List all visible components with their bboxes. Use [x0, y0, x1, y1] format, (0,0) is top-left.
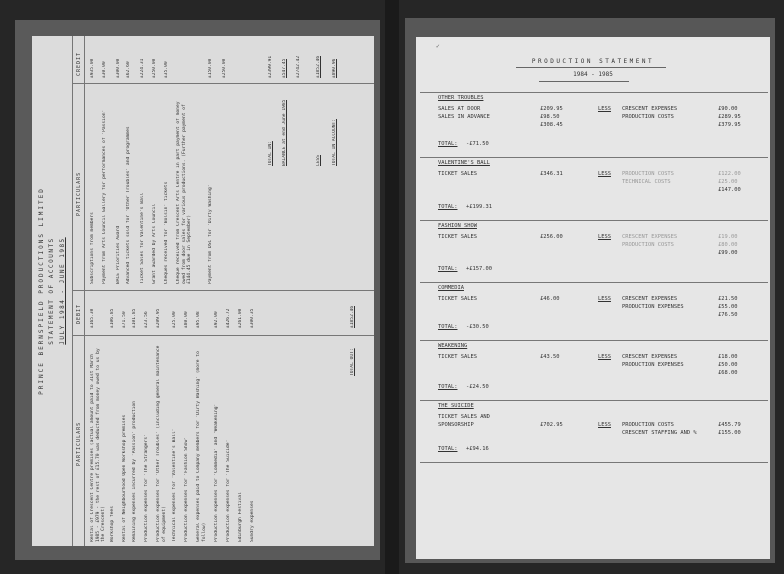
title-rule — [516, 67, 666, 68]
section-heading: VALENTINE'S BALL — [438, 160, 490, 166]
credit-row — [90, 36, 102, 546]
income-label: SPONSORSHIP — [438, 422, 474, 428]
income-label: TICKET SALES — [438, 171, 477, 177]
balance-label: BALANCE at end June 1985 — [282, 99, 287, 166]
less-marker: LESS — [598, 354, 611, 360]
income-label: SALES IN ADVANCE — [438, 114, 490, 120]
income-amount: £209.95 — [540, 106, 563, 112]
section-total-value: +£157.00 — [466, 266, 492, 272]
production-statement-page — [416, 37, 770, 559]
credit-check-amount: £2742.42 — [296, 55, 301, 78]
account-label: TOTAL IN ACCOUNT: — [332, 118, 337, 166]
expense-amount: £21.50 — [718, 296, 738, 302]
less-marker: LESS — [598, 171, 611, 177]
debit-row-text: Workshop fees — [110, 506, 115, 542]
expense-label: CRESCENT EXPENSES — [622, 106, 678, 112]
credit-row-amount: £250.00 — [152, 58, 157, 78]
section-rule — [420, 157, 768, 158]
income-label: TICKET SALES — [438, 354, 477, 360]
debit-row-amount: £426.72 — [226, 308, 231, 328]
expense-label: CRESCENT STAFFING AND % — [622, 430, 697, 436]
section-rule — [420, 92, 768, 93]
years-rule — [539, 81, 629, 82]
debit-total-label: TOTAL OUT: — [350, 348, 355, 376]
credit-row-amount: £250.00 — [222, 58, 227, 78]
debit-row — [250, 36, 262, 546]
debit-total-row — [350, 36, 362, 546]
income-label: TICKET SALES — [438, 234, 477, 240]
credit-row-amount: £62.60 — [126, 61, 131, 78]
statement-of-accounts-page — [32, 36, 374, 546]
binder-spine — [385, 0, 399, 574]
credit-total-in-amount: £2399.91 — [268, 55, 273, 78]
debit-row-amount: £106.85 — [110, 308, 115, 328]
debit-row-amount: £92.00 — [214, 311, 219, 328]
credit-row — [164, 36, 176, 546]
section-rule — [420, 340, 768, 341]
account-amount: £890.96 — [332, 58, 337, 78]
expense-amount: £18.00 — [718, 354, 738, 360]
section-total-label: TOTAL: — [438, 446, 458, 452]
credit-row-text: BACE Priorities Award — [116, 225, 121, 284]
balance-row — [282, 36, 294, 546]
credit-row-amount: £150.00 — [208, 58, 213, 78]
credit-row — [140, 36, 152, 546]
expense-amount: £379.95 — [718, 122, 741, 128]
accounts-subtitle: STATEMENT OF ACCOUNTS — [48, 237, 55, 345]
income-amount: £346.31 — [540, 171, 563, 177]
debit-row-text: Production expenses for 'Other Troubles' (including general maintenance of equipment) — [156, 345, 167, 542]
debit-row-text: Remaining expenses incurred by 'Passion' production — [132, 400, 137, 542]
section-heading: THE SUICIDE — [438, 403, 474, 409]
credit-row-text: Ticket Sales for Valentine's Ball — [140, 192, 145, 284]
col-debit: DEBIT — [76, 303, 82, 324]
production-statement-title: PRODUCTION STATEMENT — [531, 58, 655, 65]
credit-check-row — [296, 36, 308, 546]
account-row — [332, 36, 344, 546]
expense-amount: £19.00 — [718, 234, 738, 240]
debit-row-text: Production expenses for 'The Suicide' — [226, 439, 231, 542]
debit-row-amount: £95.08 — [196, 311, 201, 328]
less-marker: LESS — [598, 422, 611, 428]
section-total-label: TOTAL: — [438, 204, 458, 210]
expense-amount: £147.00 — [718, 187, 741, 193]
debit-row-amount: £165.30 — [90, 308, 95, 328]
debit-row-amount: £23.56 — [144, 311, 149, 328]
production-section — [416, 400, 770, 462]
debit-row — [196, 36, 208, 546]
expense-label: PRODUCTION COSTS — [622, 171, 674, 177]
production-section — [416, 157, 770, 220]
section-heading: OTHER TROUBLES — [438, 95, 484, 101]
section-total-label: TOTAL: — [438, 266, 458, 272]
credit-row-text: Cheque received from Crescent Arts Centre in part payment of money owed from door sales for various productions. (Further payment of £144.45 due in September) — [176, 101, 192, 284]
credit-row-amount: £300.00 — [116, 58, 121, 78]
section-heading: WEAKENING — [438, 343, 468, 349]
section-total-value: +£94.16 — [466, 446, 489, 452]
income-amount: £98.50 — [540, 114, 560, 120]
less-marker: LESS — [598, 296, 611, 302]
expense-amount: £55.00 — [718, 304, 738, 310]
expense-label: PRODUCTION EXPENSES — [622, 362, 684, 368]
closing-rule — [420, 462, 768, 463]
income-label: SALES AT DOOR — [438, 106, 481, 112]
credit-row — [102, 36, 114, 546]
debit-row-amount: £209.95 — [156, 308, 161, 328]
section-total-label: TOTAL: — [438, 141, 458, 147]
credit-total-in-label: TOTAL IN: — [268, 141, 273, 166]
section-heading: FASHION SHOW — [438, 223, 477, 229]
section-rule — [420, 220, 768, 221]
expense-amount: £25.00 — [718, 179, 738, 185]
debit-row-amount: £261.00 — [238, 308, 243, 328]
expense-amount: £122.00 — [718, 171, 741, 177]
closing-section — [416, 462, 770, 463]
credit-row-text: Payment from DSC for 'Dirty Washing' — [208, 184, 213, 284]
check-mark: ✓ — [436, 43, 440, 50]
production-section — [416, 282, 770, 340]
credit-row — [176, 36, 192, 546]
expense-label: CRESCENT EXPENSES — [622, 296, 678, 302]
credit-row-amount: £30.00 — [102, 61, 107, 78]
credit-row-amount: £224.31 — [140, 58, 145, 78]
debit-row-text: Rental of Neighbourhood Open Workshop premises — [122, 414, 127, 542]
section-total-value: -£30.50 — [466, 324, 489, 330]
credit-row-amount: £35.00 — [164, 61, 169, 78]
less-label: LESS — [316, 154, 321, 166]
production-section — [416, 340, 770, 400]
credit-row — [126, 36, 138, 546]
income-label: TICKET SALES AND — [438, 414, 490, 420]
debit-row — [238, 36, 250, 546]
credit-row-amount: £935.00 — [90, 58, 95, 78]
debit-row-text: Edinburgh Festival — [238, 492, 243, 542]
income-amount: £46.00 — [540, 296, 560, 302]
section-rule — [420, 400, 768, 401]
credit-row — [222, 36, 234, 546]
section-total-label: TOTAL: — [438, 384, 458, 390]
expense-amount: £50.00 — [718, 362, 738, 368]
accounts-period: JULY 1984 - JUNE 1985 — [59, 237, 66, 345]
section-total-value: -£71.50 — [466, 141, 489, 147]
expense-label: PRODUCTION COSTS — [622, 422, 674, 428]
section-total-value: -£24.50 — [466, 384, 489, 390]
credit-total-in-row — [268, 36, 280, 546]
header-bottom-rule — [84, 36, 85, 546]
expense-label: TECHNICAL COSTS — [622, 179, 671, 185]
section-heading: COMMEDIA — [438, 285, 464, 291]
debit-row-amount: £300.35 — [250, 308, 255, 328]
expense-amount: £76.50 — [718, 312, 738, 318]
expense-amount: £90.00 — [718, 106, 738, 112]
debit-row-text: Production expenses for 'Commedia' and 'Weakening' — [214, 403, 219, 542]
expense-amount: £99.00 — [718, 250, 738, 256]
less-amount: £1852.46 — [316, 55, 321, 78]
debit-row-text: Sundry expenses — [250, 500, 255, 542]
debit-row-text: Production expenses for 'The Strangers' — [144, 434, 149, 542]
less-row — [316, 36, 328, 546]
expense-label: CRESCENT EXPENSES — [622, 354, 678, 360]
debit-row-amount: £71.50 — [122, 311, 127, 328]
production-statement-years: 1984 - 1985 — [573, 71, 613, 78]
header-top-rule — [72, 36, 73, 546]
col-particulars-2: PARTICULARS — [76, 171, 82, 216]
debit-row-text: Technical expenses for 'Valentine's Ball' — [172, 428, 177, 542]
debit-row-amount: £101.85 — [132, 308, 137, 328]
expense-amount: £289.95 — [718, 114, 741, 120]
accounts-title: PRINCE BERNSPIELD PRODUCTIONS LIMITED — [38, 187, 45, 395]
balance-amount: £547.45 — [282, 58, 287, 78]
debit-total-amount: £1852.46 — [350, 305, 355, 328]
income-amount: £702.95 — [540, 422, 563, 428]
expense-amount: £455.79 — [718, 422, 741, 428]
production-section — [416, 92, 770, 157]
income-amount: £256.00 — [540, 234, 563, 240]
expense-label: PRODUCTION EXPENSES — [622, 304, 684, 310]
expense-amount: £80.00 — [718, 242, 738, 248]
income-label: TICKET SALES — [438, 296, 477, 302]
expense-label: PRODUCTION COSTS — [622, 114, 674, 120]
rotated-content — [32, 36, 374, 546]
credit-row — [152, 36, 164, 546]
section-rule — [420, 282, 768, 283]
credit-row-text: Advanced tickets sold for 'Other Troubles' and programmes — [126, 126, 131, 284]
expense-label: PRODUCTION COSTS — [622, 242, 674, 248]
section-total-label: TOTAL: — [438, 324, 458, 330]
production-section — [416, 220, 770, 282]
expense-label: CRESCENT EXPENSES — [622, 234, 678, 240]
credit-row-text: Subscriptions from members — [90, 212, 95, 284]
section-total-value: +£199.31 — [466, 204, 492, 210]
credit-row-text: Grant awarded by Arts Council — [152, 203, 157, 284]
credit-row — [208, 36, 220, 546]
debit-row-text: General expenses paid to Company members for 'Dirty Washing' (more to follow) — [196, 351, 207, 542]
col-credit: CREDIT — [76, 51, 82, 76]
less-marker: LESS — [598, 234, 611, 240]
income-amount: £43.50 — [540, 354, 560, 360]
income-amount: £308.45 — [540, 122, 563, 128]
col-particulars: PARTICULARS — [76, 421, 82, 466]
credit-row-text: Payment from Arts Council Gallery for performances of 'Passion' — [102, 109, 107, 284]
debit-row-text: Production expenses for 'Fashion Show' — [184, 436, 189, 542]
debit-row-text: Rental of Crescent Centre premises (actual amount paid to 31st March 1985 - £979 - the rest of £15.70 was deducted from money owed to us by the Crescent) — [90, 348, 106, 542]
expense-amount: £155.00 — [718, 430, 741, 436]
expense-amount: £68.00 — [718, 370, 738, 376]
debit-row-amount: £80.00 — [184, 311, 189, 328]
credit-row-text: Cheques received for 'Bolsin' tickets — [164, 181, 169, 284]
less-marker: LESS — [598, 106, 611, 112]
debit-row-amount: £25.00 — [172, 311, 177, 328]
